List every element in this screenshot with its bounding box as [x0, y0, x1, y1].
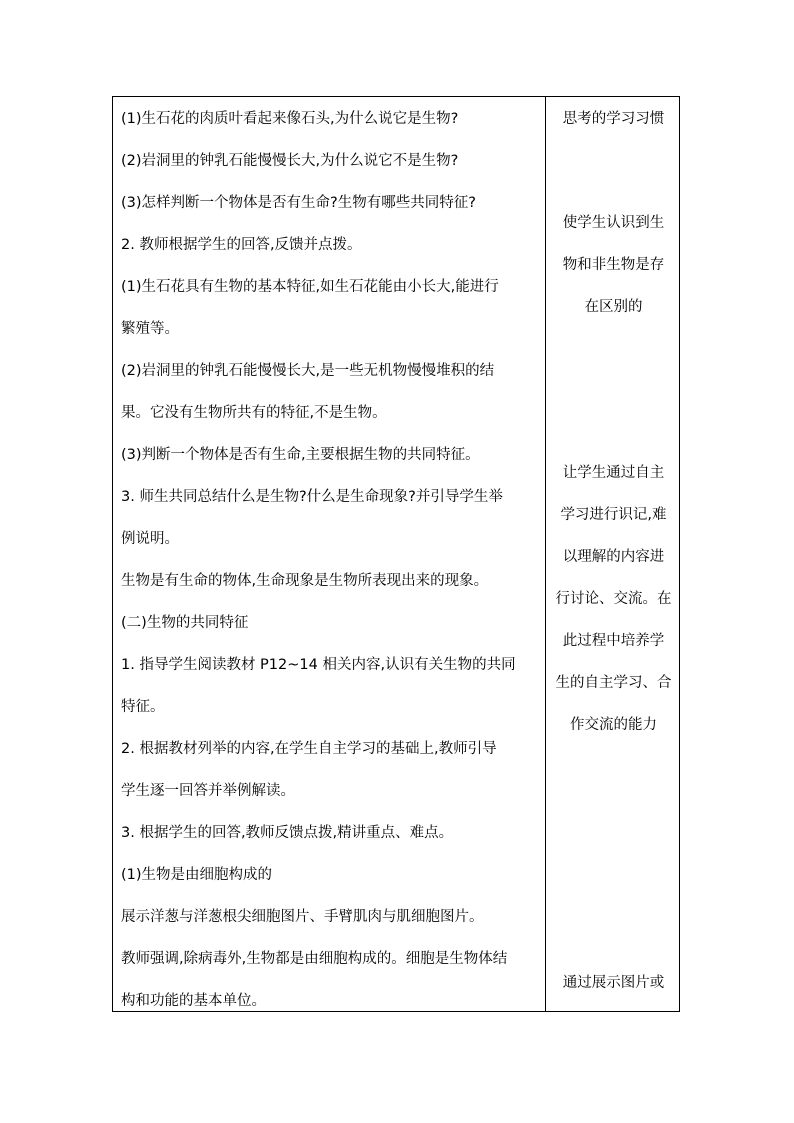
side-text-line: 行讨论、交流。在: [555, 591, 672, 607]
side-text-line: 使学生认识到生: [562, 215, 665, 231]
main-text-line: 展示洋葱与洋葱根尖细胞图片、手臂肌肉与肌细胞图片。: [121, 909, 484, 925]
main-text-line: (1)生物是由细胞构成的: [121, 867, 273, 883]
side-text-line: 生的自主学习、合: [555, 675, 672, 691]
main-text-line: 2. 教师根据学生的回答,反馈并点拨。: [121, 237, 362, 253]
main-text-line: 特征。: [121, 699, 165, 715]
side-text-line: 通过展示图片或: [562, 975, 665, 991]
main-text-line: 教师强调,除病毒外,生物都是由细胞构成的。细胞是生物体结: [121, 951, 508, 967]
main-text-line: (1)生石花的肉质叶看起来像石头,为什么说它是生物?: [121, 111, 459, 127]
main-text-line: 3. 师生共同总结什么是生物?什么是生命现象?并引导学生举: [121, 489, 503, 505]
column-divider: [545, 97, 546, 1011]
main-text-line: (3)判断一个物体是否有生命,主要根据生物的共同特征。: [121, 447, 480, 463]
main-text-line: 生物是有生命的物体,生命现象是生物所表现出来的现象。: [121, 573, 489, 589]
side-text-line: 在区别的: [584, 299, 643, 315]
main-text-line: 3. 根据学生的回答,教师反馈点拨,精讲重点、难点。: [121, 825, 454, 841]
main-text-line: (2)岩洞里的钟乳石能慢慢长大,是一些无机物慢慢堆积的结: [121, 363, 495, 379]
main-text-line: 例说明。: [121, 531, 179, 547]
main-text-line: 构和功能的基本单位。: [121, 993, 266, 1009]
side-text-line: 作交流的能力: [570, 717, 657, 733]
main-text-line: (1)生石花具有生物的基本特征,如生石花能由小长大,能进行: [121, 279, 499, 295]
section-heading: (二)生物的共同特征: [121, 615, 249, 631]
side-text-line: 以理解的内容进: [562, 549, 665, 565]
side-text-line: 物和非生物是存: [562, 257, 665, 273]
side-text-line: 此过程中培养学: [562, 633, 665, 649]
main-text-line: 繁殖等。: [121, 321, 179, 337]
side-text-line: 思考的学习习惯: [562, 111, 665, 127]
main-text-line: 学生逐一回答并举例解读。: [121, 783, 295, 799]
main-text-line: 1. 指导学生阅读教材 P12~14 相关内容,认识有关生物的共同: [121, 657, 516, 673]
side-text-line: 让学生通过自主: [562, 465, 665, 481]
main-text-line: (2)岩洞里的钟乳石能慢慢长大,为什么说它不是生物?: [121, 153, 459, 169]
lesson-plan-table: [112, 96, 680, 1012]
main-text-line: 2. 根据教材列举的内容,在学生自主学习的基础上,教师引导: [121, 741, 497, 757]
main-text-line: 果。它没有生物所共有的特征,不是生物。: [121, 405, 387, 421]
main-text-line: (3)怎样判断一个物体是否有生命?生物有哪些共同特征?: [121, 195, 476, 211]
side-text-line: 学习进行识记,难: [560, 507, 667, 523]
